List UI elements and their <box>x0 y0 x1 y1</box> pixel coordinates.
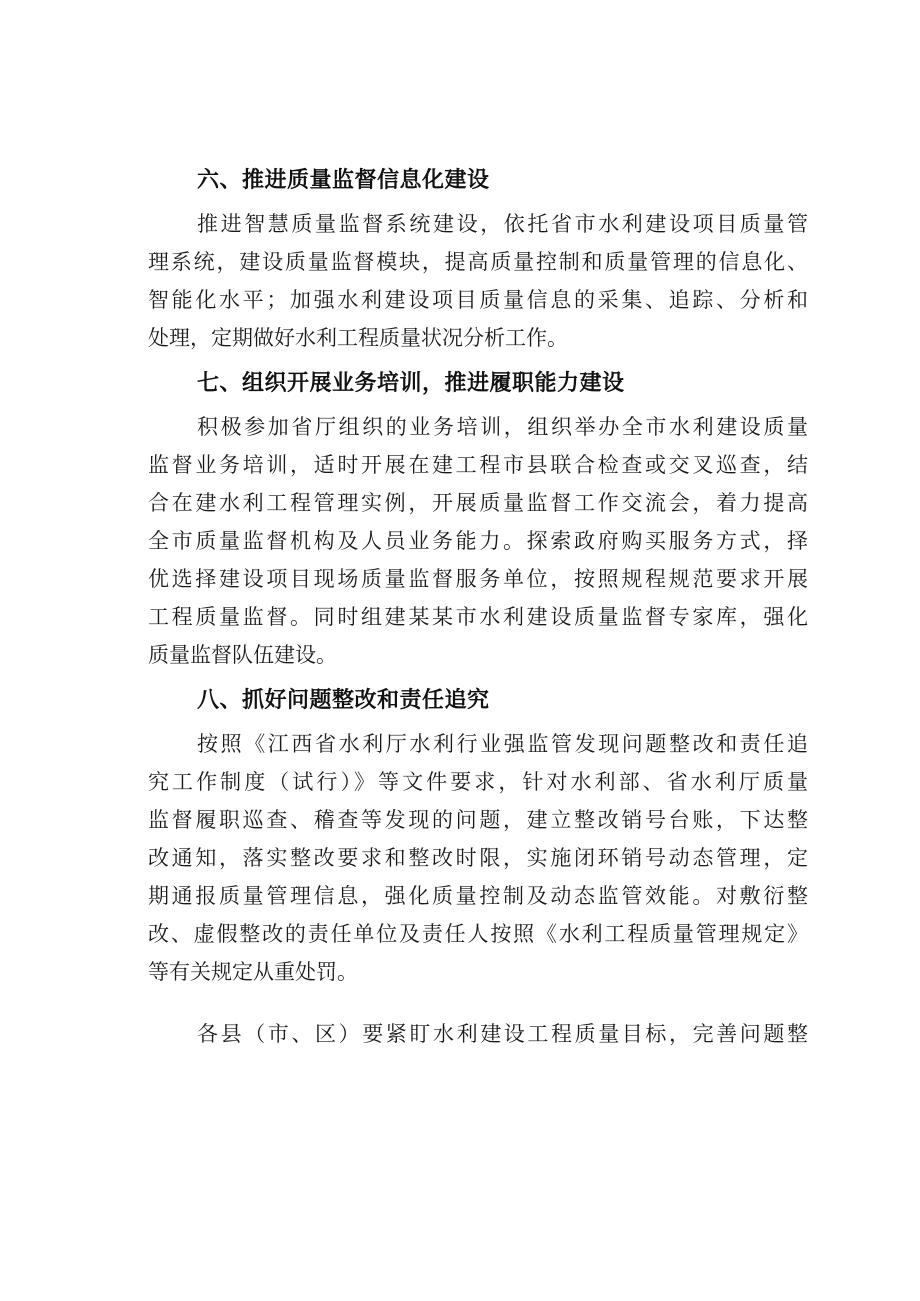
paragraph-line: 监督业务培训，适时开展在建工程市县联合检查或交叉巡查，结 <box>148 453 808 477</box>
paragraph-line: 改、虚假整改的责任单位及责任人按照《水利工程质量管理规定》 <box>148 922 808 946</box>
section-6-heading: 六、推进质量监督信息化建设 <box>197 168 490 193</box>
paragraph-line: 工程质量监督。同时组建某某市水利建设质量监督专家库，强化 <box>148 605 808 629</box>
paragraph-line: 等有关规定从重处罚。 <box>148 960 358 984</box>
section-7-heading: 七、组织开展业务培训，推进履职能力建设 <box>197 371 625 396</box>
paragraph-line: 理系统，建设质量监督模块，提高质量控制和质量管理的信息化、 <box>148 250 808 274</box>
section-8-paragraph <box>148 725 808 991</box>
paragraph-line: 按照《江西省水利厅水利行业强监管发现问题整改和责任追 <box>197 732 808 756</box>
section-8-heading: 八、抓好问题整改和责任追究 <box>197 688 490 713</box>
section-6-paragraph <box>148 205 808 357</box>
document-body <box>148 162 808 1053</box>
paragraph-line: 改通知，落实整改要求和整改时限，实施闭环销号动态管理，定 <box>148 846 808 870</box>
paragraph-line: 各县（市、区）要紧盯水利建设工程质量目标，完善问题整 <box>197 1022 808 1046</box>
paragraph-line: 期通报质量管理信息，强化质量控制及动态监管效能。对敷衍整 <box>148 884 808 908</box>
paragraph-line: 优选择建设项目现场质量监督服务单位，按照规程规范要求开展 <box>148 567 808 591</box>
closing-paragraph <box>148 1015 808 1053</box>
paragraph-line: 智能化水平；加强水利建设项目质量信息的采集、追踪、分析和 <box>148 288 808 312</box>
paragraph-line: 究工作制度（试行）》等文件要求，针对水利部、省水利厅质量 <box>148 770 808 794</box>
paragraph-line: 监督履职巡查、稽查等发现的问题，建立整改销号台账，下达整 <box>148 808 808 832</box>
paragraph-line: 积极参加省厅组织的业务培训，组织举办全市水利建设质量 <box>197 415 808 439</box>
paragraph-line: 质量监督队伍建设。 <box>148 643 337 667</box>
paragraph-line: 推进智慧质量监督系统建设，依托省市水利建设项目质量管 <box>197 212 808 236</box>
paragraph-line: 全市质量监督机构及人员业务能力。探索政府购买服务方式，择 <box>148 529 808 553</box>
paragraph-line: 处理，定期做好水利工程质量状况分析工作。 <box>148 326 568 350</box>
section-7-paragraph <box>148 408 808 674</box>
paragraph-line: 合在建水利工程管理实例，开展质量监督工作交流会，着力提高 <box>148 491 808 515</box>
